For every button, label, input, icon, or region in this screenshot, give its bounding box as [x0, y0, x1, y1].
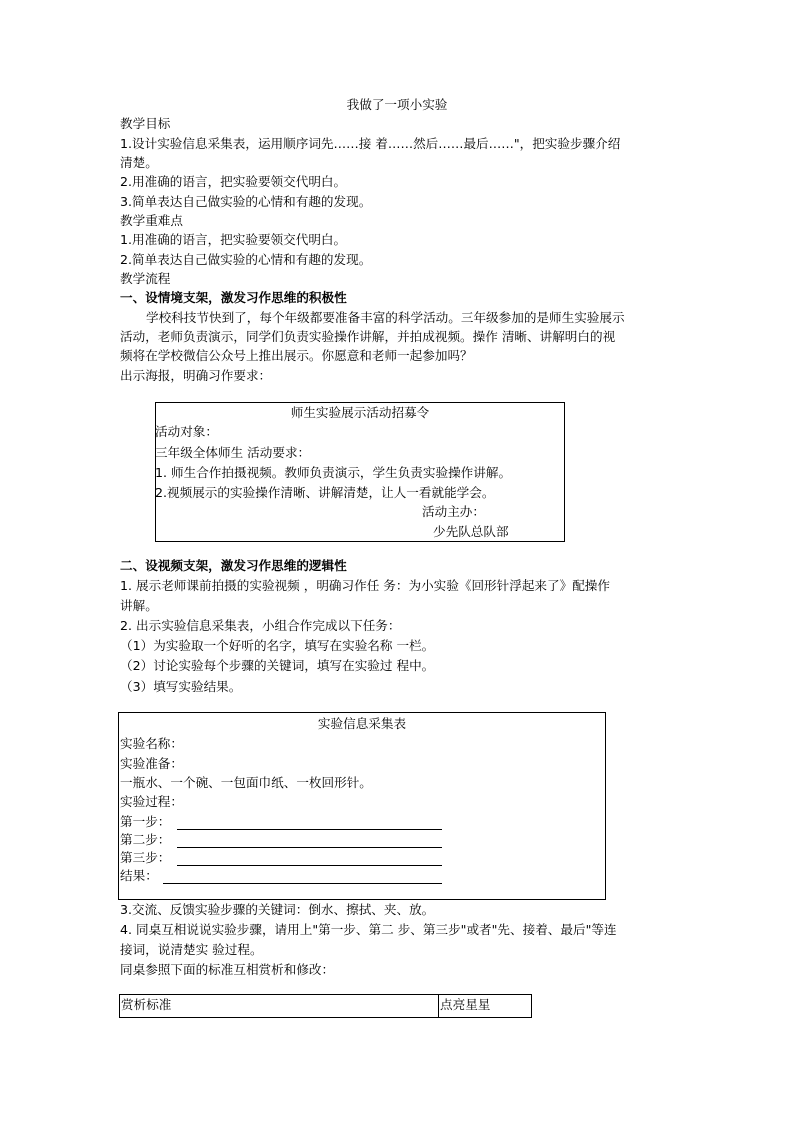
goals-heading: 教学目标 [120, 116, 171, 131]
form-name-label: 实验名称： [120, 736, 183, 751]
rubric-table [119, 994, 532, 1018]
poster-line: 2.视频展示的实验操作清晰、讲解清楚，让人一看就能学会。 [155, 485, 495, 500]
form-step-label: 第三步： [120, 850, 171, 865]
result-answer-line[interactable] [163, 883, 442, 884]
goal-line: 清楚。 [120, 155, 158, 170]
poster-sponsor-label: 活动主办： [422, 504, 485, 519]
form-prep-label: 实验准备： [120, 756, 183, 771]
section2-heading: 二、设视频支架，激发习作思维的逻辑性 [120, 558, 347, 573]
after-form-line: 接词，说清楚实 验过程。 [120, 942, 263, 957]
rubric-column-divider [438, 995, 439, 1017]
poster-line: 三年级全体师生 活动要求： [155, 445, 311, 460]
goal-line: 3.简单表达自己做实验的心情和有趣的发现。 [120, 194, 372, 209]
step-answer-line[interactable] [177, 829, 442, 830]
key-point-line: 1.用准确的语言，把实验要领交代明白。 [120, 232, 347, 247]
after-form-line: 4. 同桌互相说说实验步骤，请用上"第一步、第二 步、第三步"或者"先、接着、最后"等连 [120, 922, 617, 937]
form-prep-items: 一瓶水、一个碗、一包面巾纸、一枚回形针。 [120, 775, 372, 790]
key-point-line: 2.简单表达自己做实验的心情和有趣的发现。 [120, 252, 372, 267]
section1-paragraph-line: 学校科技节快到了，每个年级都要准备丰富的科学活动。三年级参加的是师生实验展示 [146, 310, 625, 325]
goal-line: 1.设计实验信息采集表，运用顺序词先……接 着……然后……最后……"，把实验步骤介绍 [120, 136, 621, 151]
form-result-label: 结果： [120, 868, 158, 883]
page-title: 我做了一项小实验 [346, 97, 448, 112]
section1-heading: 一、设情境支架，激发习作思维的积极性 [120, 290, 347, 305]
poster-line: 1. 师生合作拍摄视频。教师负责演示，学生负责实验操作讲解。 [155, 465, 512, 480]
goal-line: 2.用准确的语言，把实验要领交代明白。 [120, 174, 347, 189]
recruitment-poster-box [155, 402, 565, 542]
step-answer-line[interactable] [177, 865, 442, 866]
poster-title: 师生实验展示活动招募令 [290, 405, 430, 420]
after-form-line: 3.交流、反馈实验步骤的关键词：倒水、擦拭、夹、放。 [120, 902, 435, 917]
after-form-line: 同桌参照下面的标准互相赏析和修改： [120, 962, 335, 977]
flow-heading: 教学流程 [120, 271, 171, 286]
step-answer-line[interactable] [177, 847, 442, 848]
poster-intro: 出示海报，明确习作要求： [120, 368, 272, 383]
form-title: 实验信息采集表 [317, 716, 407, 731]
poster-sponsor: 少先队总队部 [433, 524, 509, 539]
section2-line: （2）讨论实验每个步骤的关键词，填写在实验过 程中。 [120, 658, 435, 673]
rubric-col-stars: 点亮星星 [440, 997, 491, 1012]
section2-line: （3）填写实验结果。 [120, 679, 242, 694]
experiment-info-form [118, 712, 606, 900]
rubric-col-criteria: 赏析标准 [121, 997, 172, 1012]
form-process-label: 实验过程： [120, 794, 183, 809]
section1-paragraph-line: 活动，老师负责演示，同学们负责实验操作讲解，并拍成视频。操作 清晰、讲解明白的视 [120, 329, 616, 344]
section2-line: 讲解。 [120, 598, 158, 613]
section2-line: 2. 出示实验信息采集表，小组合作完成以下任务： [120, 618, 401, 633]
form-step-label: 第一步： [120, 814, 171, 829]
poster-line: 活动对象： [155, 424, 218, 439]
section2-line: （1）为实验取一个好听的名字，填写在实验名称 一栏。 [120, 638, 435, 653]
form-step-label: 第二步： [120, 832, 171, 847]
key-points-heading: 教学重难点 [120, 213, 183, 228]
section1-paragraph-line: 频将在学校微信公众号上推出展示。你愿意和老师一起参加吗？ [120, 348, 473, 363]
section2-line: 1. 展示老师课前拍摄的实验视频 ，明确习作任 务：为小实验《回形针浮起来了》配操作 [120, 578, 610, 593]
